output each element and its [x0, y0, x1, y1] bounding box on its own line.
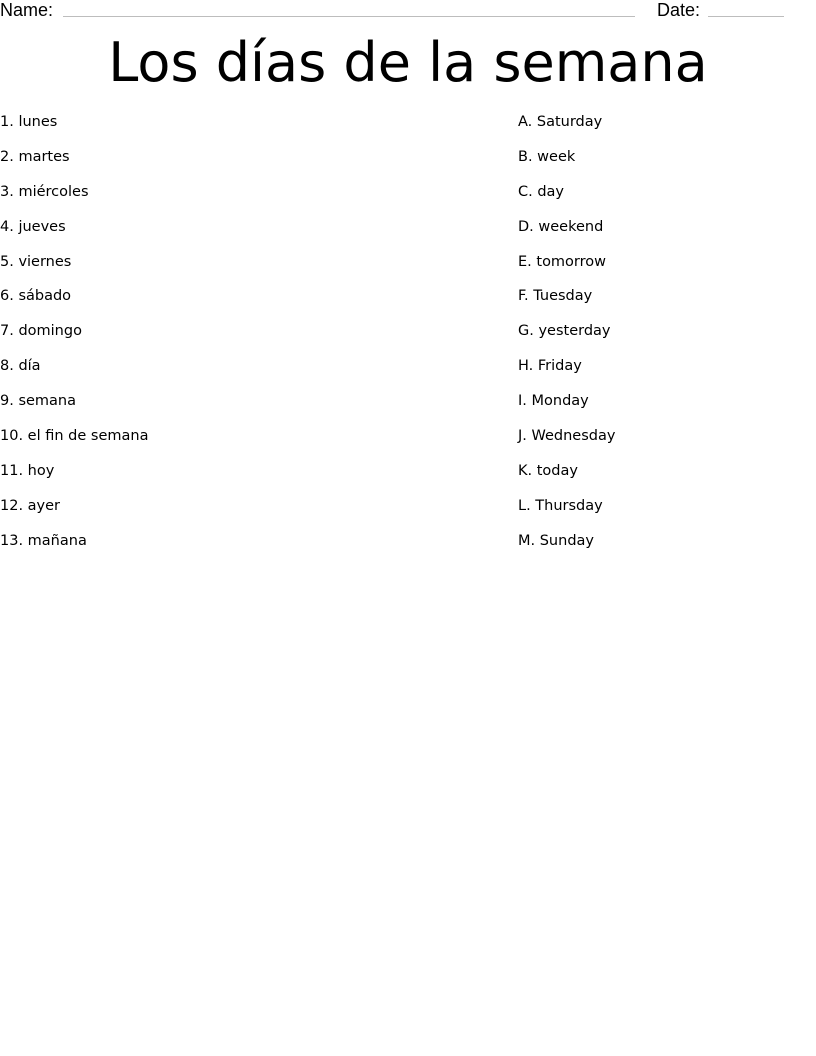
date-label: Date: — [657, 0, 701, 20]
terms-list — [0, 110, 148, 564]
definition-item: L. Thursday — [518, 497, 603, 514]
definition-item: H. Friday — [518, 358, 582, 375]
definition-item: E. tomorrow — [518, 253, 607, 270]
term-item: 12. ayer — [0, 497, 61, 514]
definition-item: M. Sunday — [518, 532, 594, 549]
term-item: 3. miércoles — [0, 183, 89, 200]
term-item: 9. semana — [0, 393, 77, 410]
term-item: 1. lunes — [0, 114, 58, 130]
term-item: 6. sábado — [0, 288, 72, 305]
term-item: 11. hoy — [0, 462, 55, 479]
page-title: Los días de la semana — [108, 31, 708, 94]
term-item: 10. el fin de semana — [0, 428, 149, 445]
definition-item: B. week — [518, 148, 576, 165]
definition-item: D. weekend — [518, 218, 604, 235]
definitions-list — [518, 110, 615, 564]
term-item: 2. martes — [0, 148, 70, 165]
date-blank-line — [708, 16, 784, 17]
term-item: 7. domingo — [0, 323, 82, 340]
worksheet-header — [0, 0, 816, 22]
definition-item: I. Monday — [518, 393, 589, 410]
definition-item: A. Saturday — [518, 114, 603, 130]
term-item: 8. día — [0, 358, 41, 375]
definition-item: K. today — [518, 462, 578, 479]
definition-item: F. Tuesday — [518, 288, 593, 305]
term-item: 4. jueves — [0, 218, 66, 235]
definition-item: J. Wednesday — [518, 428, 616, 445]
term-item: 13. mañana — [0, 532, 87, 549]
name-label: Name: — [0, 0, 54, 20]
name-blank-line — [63, 16, 635, 17]
term-item: 5. viernes — [0, 253, 72, 270]
definition-item: G. yesterday — [518, 323, 611, 340]
definition-item: C. day — [518, 183, 565, 200]
